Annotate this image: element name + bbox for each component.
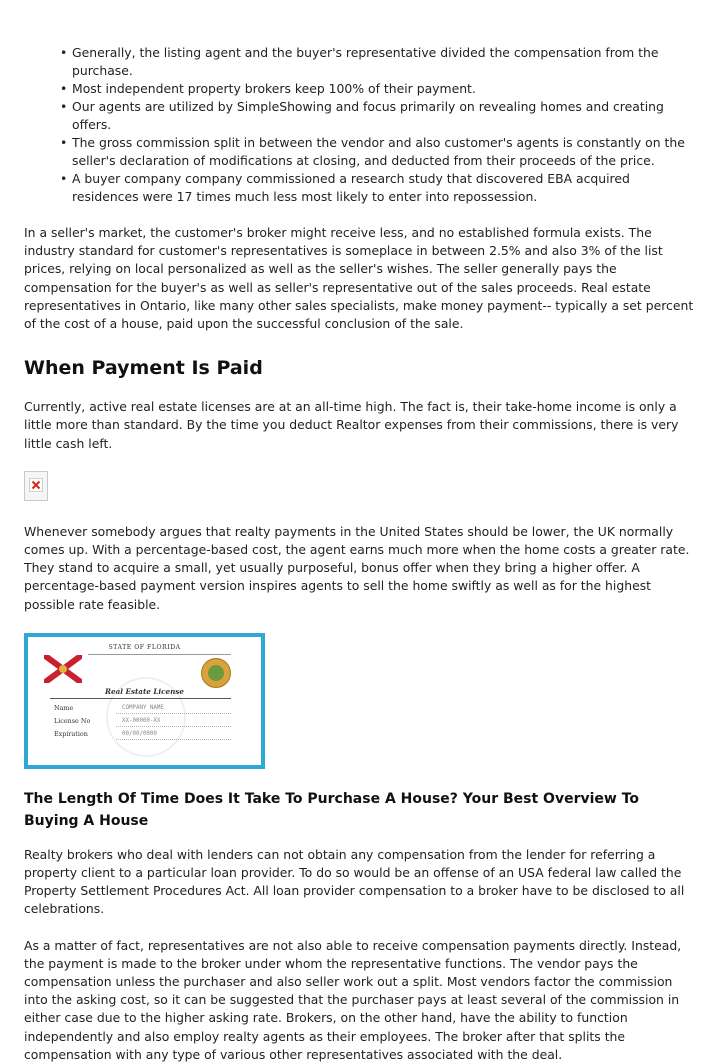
divider	[50, 698, 231, 699]
paragraph-licenses: Currently, active real estate licenses are at an all-time high. The fact is, their take-home income is only a little more than standard. By the time you deduct Realtor expenses from their commissions, there is very little cash left.	[24, 399, 679, 451]
dotted-line	[116, 739, 231, 740]
license-image	[24, 633, 265, 769]
paragraph-market: In a seller's market, the customer's broker might receive less, and no established formula exists. The industry standard for customer's representatives is someplace in between 2.5% and also 3% of the list prices, relying on local personalized as well as the seller's wishes. The seller generally pays the compensation for the buyer's as well as seller's representative out of the sales proceeds. Real estate representatives in Ontario, like many other sales specialists, make money payment-- typically a set percent of the cost of a house, paid upon the successful conclusion of the sale.	[24, 225, 694, 332]
field-value-license-no: XX-00000-XX	[122, 717, 161, 724]
list-item: • Our agents are utilized by SimpleShowing and focus primarily on revealing homes and creating offers.	[72, 98, 696, 134]
broken-image-icon	[24, 471, 48, 501]
list-item: • Most independent property brokers keep 100% of their payment.	[72, 80, 696, 98]
list-item: • The gross commission split in between the vendor and also customer's agents is constantly on the seller's declaration of modifications at closing, and deducted from their proceeds of the price.	[72, 134, 696, 170]
paragraph-uk-comparison: Whenever somebody argues that realty payments in the United States should be lower, the UK normally comes up. With a percentage-based cost, the agent earns much more when the home costs a greater rate. They stand to acquire a small, yet usually purposeful, bonus offer when they bring a higher offer. A percentage-based payment version inspires agents to sell the home swiftly as well as for the highest possible rate feasible.	[24, 523, 690, 612]
field-label-name: Name	[54, 703, 74, 712]
field-value-name: COMPANY NAME	[122, 704, 164, 711]
section-heading-payment: When Payment Is Paid	[24, 357, 263, 380]
bullet-list	[24, 44, 696, 206]
florida-flag-icon	[44, 655, 82, 683]
dotted-line	[116, 713, 231, 714]
license-title: Real Estate License	[105, 686, 184, 696]
field-label-expiration: Expiration	[54, 729, 88, 738]
section-heading-purchase-time: The Length Of Time Does It Take To Purchase A House? Your Best Overview To Buying A House	[24, 790, 640, 829]
field-label-license-no: License No	[54, 716, 91, 725]
list-item: • A buyer company company commissioned a research study that discovered EBA acquired residences were 17 times much less most likely to enter into repossession.	[72, 170, 696, 206]
florida-seal-icon	[201, 658, 231, 688]
field-value-expiration: 00/00/0000	[122, 730, 157, 737]
paragraph-broker-payment: As a matter of fact, representatives are not also able to receive compensation payments directly. Instead, the payment is made to the broker under whom the representative functions. The vendor pays the compensation unless the purchaser and also seller work out a split. Most vendors factor the commission into the asking cost, so it can be suggested that the purchaser pays at least several of the commission in either case due to the higher asking rate. Brokers, on the other hand, have the ability to function independently and also employ realty agents as their employees. The broker after that splits the compensation with any type of various other representatives associated with the deal.	[24, 937, 682, 1062]
license-state: STATE OF FLORIDA	[108, 643, 181, 651]
dotted-line	[116, 726, 231, 727]
list-item: • Generally, the listing agent and the buyer's representative divided the compensation from the purchase.	[72, 44, 696, 80]
paragraph-lenders: Realty brokers who deal with lenders can not obtain any compensation from the lender for referring a property client to a particular loan provider. To do so would be an offense of an USA federal law called the Property Settlement Procedures Act. All loan provider compensation to a broker have to be disclosed to all celebrations.	[24, 846, 685, 917]
divider	[88, 654, 231, 655]
license-card	[28, 637, 261, 765]
